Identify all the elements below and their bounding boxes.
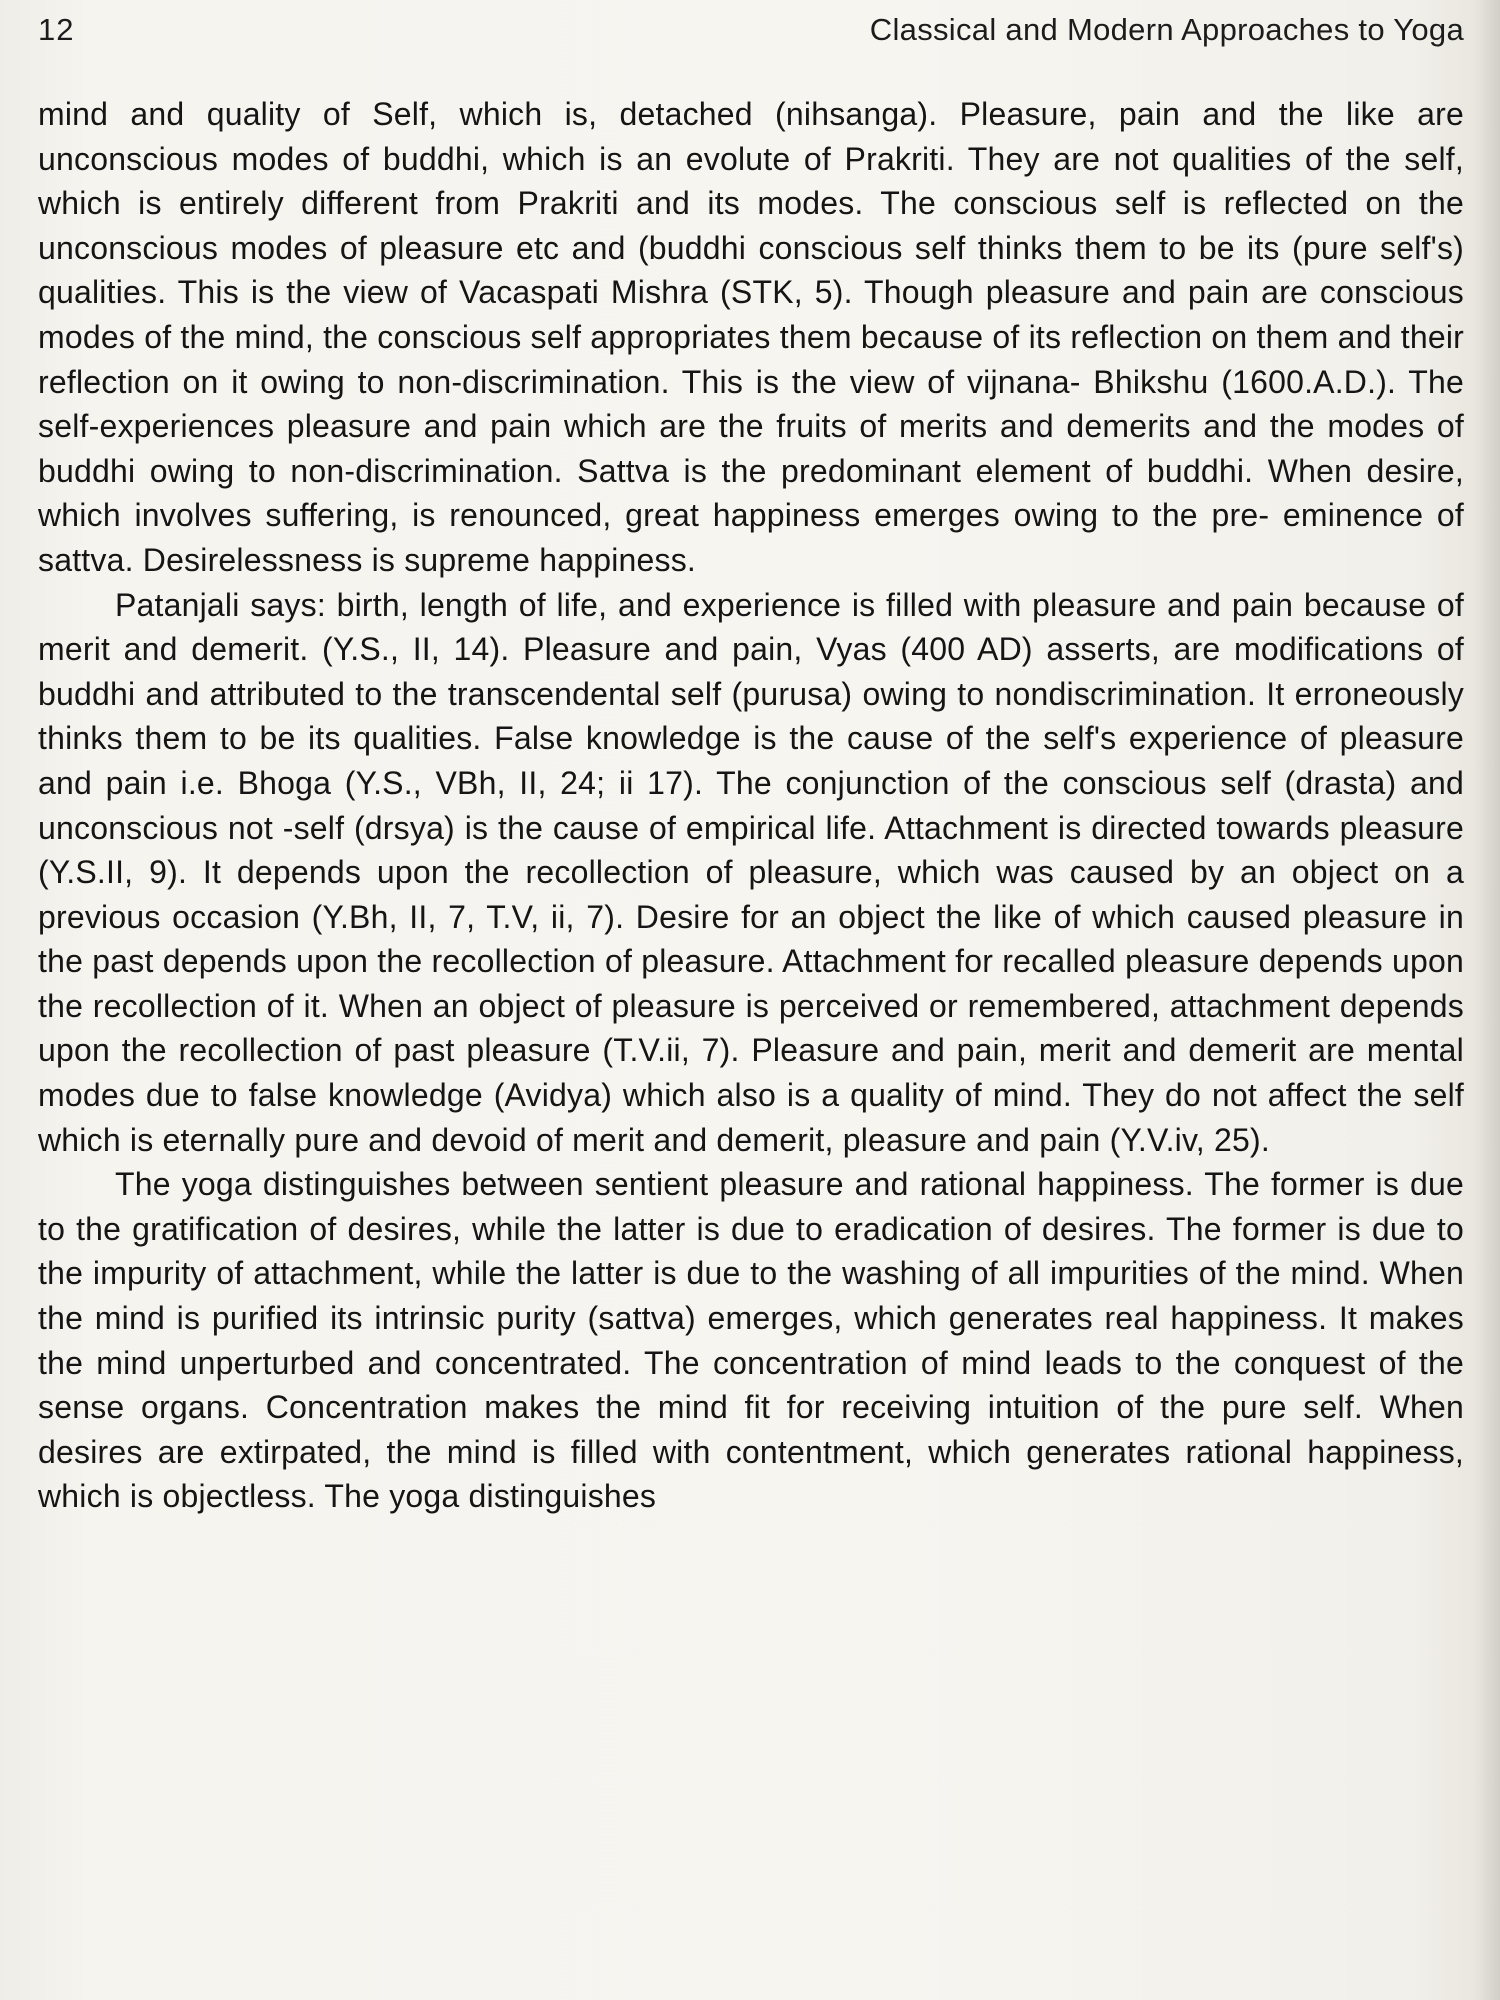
page-number: 12: [38, 12, 75, 47]
paragraph-patanjali: Patanjali says: birth, length of life, and experience is filled with pleasure and pain because of merit and demerit. (Y.S., II, 14). Pleasure and pain, Vyas (400 AD) asserts, are modifications of buddhi and attributed to the transcendental self (purusa) owing to nondiscrimination. It erroneously thinks them to be its qualities. False knowledge is the cause of the self's experience of pleasure and pain i.e. Bhoga (Y.S., VBh, II, 24; ii 17). The conjunction of the conscious self (drasta) and unconscious not -self (drsya) is the cause of empirical life. Attachment is directed towards pleasure (Y.S.II, 9). It depends upon the recollection of pleasure, which was caused by an object on a previous occasion (Y.Bh, II, 7, T.V, ii, 7). Desire for an object the like of which caused pleasure in the past depends upon the recollection of pleasure. Attachment for recalled pleasure depends upon the recollection of it. When an object of pleasure is perceived or remembered, attachment depends upon the recollection of past pleasure (T.V.ii, 7). Pleasure and pain, merit and demerit are mental modes due to false knowledge (Avidya) which also is a quality of mind. They do not affect the self which is eternally pure and devoid of merit and demerit, pleasure and pain (Y.V.iv, 25).: [38, 586, 1464, 1158]
paragraph-continued: mind and quality of Self, which is, detached (nihsanga). Pleasure, pain and the like are unconscious modes of buddhi, which is an evolute of Prakriti. They are not qualities of the self, which is entirely different from Prakriti and its modes. The conscious self is reflected on the unconscious modes of pleasure etc and (buddhi conscious self thinks them to be its (pure self's) qualities. This is the view of Vacaspati Mishra (STK, 5). Though pleasure and pain are conscious modes of the mind, the conscious self appropriates them because of its reflection on them and their reflection on it owing to non-discrimination. This is the view of vijnana- Bhikshu (1600.A.D.). The self-experiences pleasure and pain which are the fruits of merits and demerits and the modes of buddhi owing to non-discrimination. Sattva is the predominant element of buddhi. When desire, which involves suffering, is renounced, great happiness emerges owing to the pre- eminence of sattva. Desirelessness is supreme happiness.: [38, 96, 1464, 578]
running-title: Classical and Modern Approaches to Yoga: [869, 12, 1464, 47]
page-edge-shadow: [1474, 0, 1500, 2000]
body-text: [38, 92, 1464, 1519]
paragraph-yoga-distinguishes: The yoga distinguishes between sentient pleasure and rational happiness. The former is due to the gratification of desires, while the latter is due to eradication of desires. The former is due to the impurity of attachment, while the latter is due to the washing of all impurities of the mind. When the mind is purified its intrinsic purity (sattva) emerges, which generates real happiness. It makes the mind unperturbed and concentrated. The concentration of mind leads to the conquest of the sense organs. Concentration makes the mind fit for receiving intuition of the pure self. When desires are extirpated, the mind is filled with contentment, which generates rational happiness, which is objectless. The yoga distinguishes: [38, 1166, 1464, 1515]
